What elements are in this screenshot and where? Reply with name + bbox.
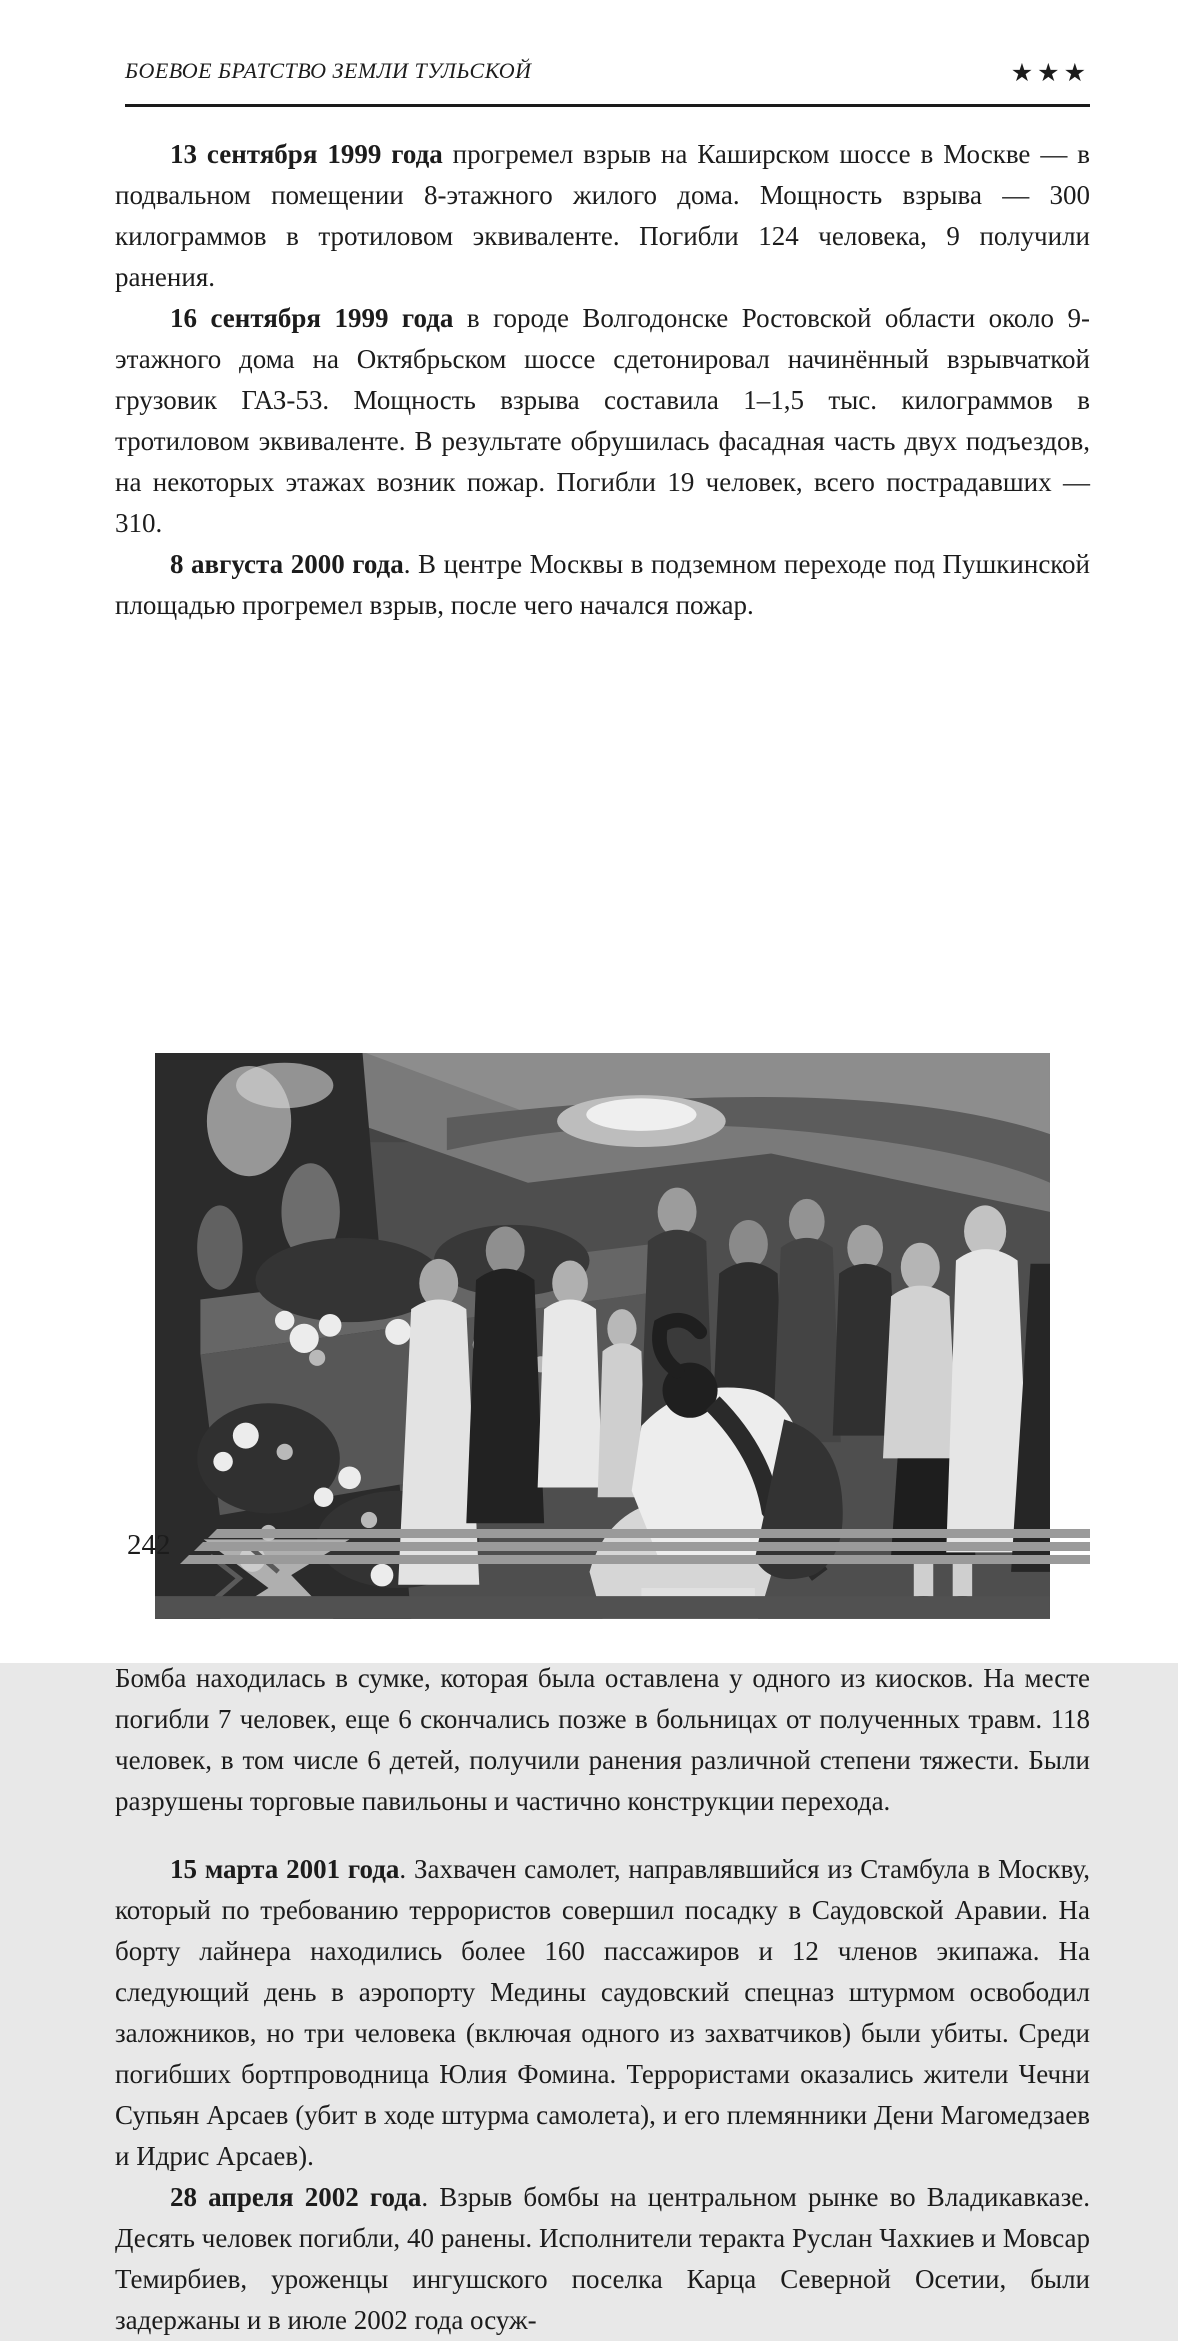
paragraph-text: . В центре Москвы в подземном переходе под Пушкинской площадью прогремел взрыв, после чего начался пожар. [115, 549, 1090, 620]
paragraph-13-sep-1999 [115, 134, 1090, 298]
paragraph-28-apr-2002 [115, 2177, 1090, 2341]
paragraph-text-wrapped: Бомба находилась в сумке, которая была оставлена у одного из киосков. На месте погибли 7 человек, еще 6 скончались позже в больницах от полученных травм. 118 человек, в том числе 6 детей, получили ранения различной степени тяжести. Были разрушены торговые павильоны и частично конструкции перехода. [115, 1662, 1090, 1816]
page-body-text [115, 134, 1090, 2341]
paragraph-16-sep-1999 [115, 298, 1090, 544]
paragraph-15-mar-2001 [115, 1849, 1090, 2177]
running-head-title: БОЕВОЕ БРАТСТВО ЗЕМЛИ ТУЛЬСКОЙ [125, 58, 532, 83]
paragraph-date-lead: 15 марта 2001 года [170, 1853, 400, 1884]
footer-stripes-decoration [170, 1526, 1090, 1568]
running-head [125, 58, 1090, 87]
three-stars-icon: ★★★ [1010, 60, 1090, 87]
paragraph-date-lead: 13 сентября 1999 года [170, 139, 443, 169]
page-number: 242 [127, 1529, 171, 1561]
paragraph-text: в городе Волгодонске Ростовской области около 9-этажного дома на Октябрьском шоссе сдетонировал начинённый взрывчаткой грузовик ГАЗ-53. Мощность взрыва составила 1–1,5 тыс. килограммов в тротиловом эквиваленте. В результате обрушилась фасадная часть двух подъездов, на некоторых этажах возник пожар. Погибли 19 человек, всего пострадавших — 310. [115, 303, 1090, 538]
paragraph-8-aug-2000 [115, 544, 1090, 626]
paragraph-date-lead: 16 сентября 1999 года [170, 303, 454, 333]
paragraph-text: прогремел взрыв на Каширском шоссе в Москве — в подвальном помещении 8-этажного жилого дома. Мощность взрыва — 300 килограммов в тротиловом эквиваленте. Погибли 124 человека, 9 получили ранения. [115, 139, 1090, 292]
paragraph-text: . Захвачен самолет, направлявшийся из Стамбула в Москву, который по требованию террористов совершил посадку в Саудовской Аравии. На борту лайнера находились более 160 пассажиров и 12 членов экипажа. На следующий день в аэропорту Медины саудовский спецназ штурмом освободил заложников, но три человека (включая одного из захватчиков) были убиты. Среди погибших бортпроводница Юлия Фомина. Террористами оказались жители Чечни Супьян Арсаев (убит в ходе штурма самолета), и его племянники Дени Магомедзаев и Идрис Арсаев). [115, 1853, 1090, 2171]
paragraph-date-lead: 28 апреля 2002 года [170, 2181, 422, 2212]
paragraph-text: . Взрыв бомбы на центральном рынке во Владикавказе. Десять человек погибли, 40 ранены. Исполнители теракта Руслан Чахкиев и Мовсар Темирбиев, уроженцы ингушского поселка Карца Северной Осетии, были задержаны и в июле 2002 года осуж- [115, 2181, 1090, 2335]
paragraph-date-lead: 8 августа 2000 года [170, 549, 404, 579]
photo-float-container [538, 634, 1090, 983]
header-rule-divider [125, 104, 1090, 107]
